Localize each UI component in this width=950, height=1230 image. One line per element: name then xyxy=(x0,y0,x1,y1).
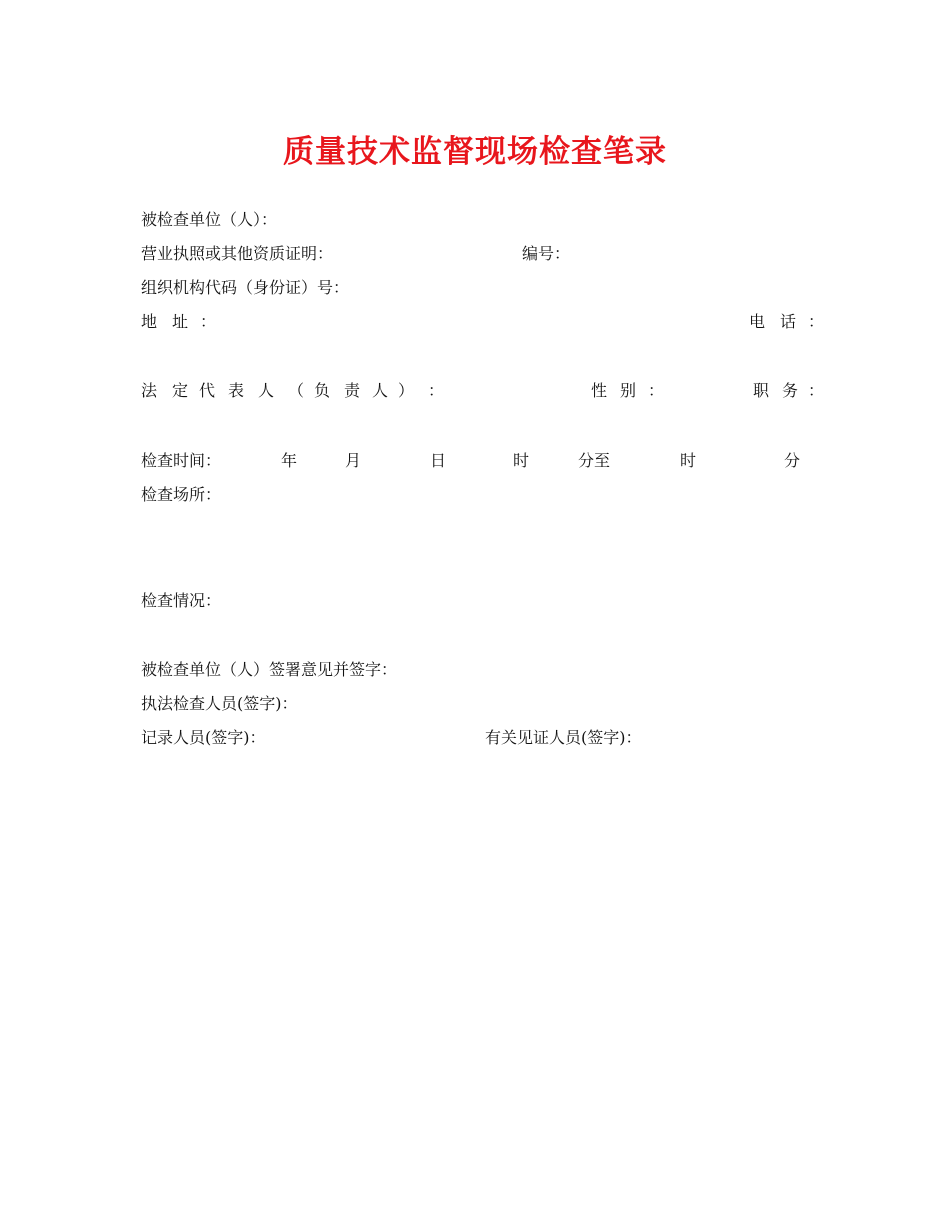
legal-rep-char: 表 xyxy=(228,381,245,400)
legal-rep-char: 法 xyxy=(141,381,158,400)
gender-char: 性 xyxy=(591,381,608,400)
phone-char: 电 xyxy=(749,312,766,331)
recorder-label: 记录人员(签字)： xyxy=(141,728,266,747)
legal-rep-char: 负 xyxy=(314,381,331,400)
legal-rep-char: 定 xyxy=(172,381,189,400)
address-char: ： xyxy=(200,312,217,331)
document-title: 质量技术监督现场检查笔录 xyxy=(283,134,667,170)
org-code-label: 组织机构代码（身份证）号： xyxy=(141,278,350,297)
address-char: 地 xyxy=(141,312,158,331)
inspection-place-label: 检查场所： xyxy=(141,485,222,504)
position-char: ： xyxy=(808,381,825,400)
enforcement-staff-label: 执法检查人员(签字)： xyxy=(141,694,298,713)
phone-char: 话 xyxy=(780,312,797,331)
legal-rep-char: 人 xyxy=(258,381,275,400)
phone-char: ： xyxy=(808,312,825,331)
time-unit-year: 年 xyxy=(281,451,298,470)
position-char: 务 xyxy=(782,381,799,400)
time-unit-hour-end: 时 xyxy=(680,451,697,470)
legal-rep-char: 人 xyxy=(372,381,389,400)
business-license-label: 营业执照或其他资质证明： xyxy=(141,244,334,263)
time-unit-hour: 时 xyxy=(513,451,530,470)
inspection-time-label: 检查时间： xyxy=(141,451,222,470)
legal-rep-char: ： xyxy=(428,381,445,400)
position-char: 职 xyxy=(753,381,770,400)
legal-rep-char: 代 xyxy=(199,381,216,400)
legal-rep-char: 责 xyxy=(344,381,361,400)
gender-char: ： xyxy=(648,381,665,400)
time-unit-minute-end: 分 xyxy=(784,451,801,470)
time-unit-month: 月 xyxy=(345,451,362,470)
legal-rep-char: （ xyxy=(288,381,305,400)
time-unit-day: 日 xyxy=(430,451,447,470)
number-label: 编号： xyxy=(522,244,571,263)
inspection-situation-label: 检查情况： xyxy=(141,591,222,610)
unit-signature-label: 被检查单位（人）签署意见并签字： xyxy=(141,660,398,679)
address-char: 址 xyxy=(172,312,189,331)
witness-label: 有关见证人员(签字)： xyxy=(485,728,642,747)
inspected-unit-label: 被检查单位（人）： xyxy=(141,210,278,229)
time-unit-minute-to: 分至 xyxy=(578,451,611,470)
gender-char: 别 xyxy=(620,381,637,400)
legal-rep-char: ） xyxy=(398,381,415,400)
